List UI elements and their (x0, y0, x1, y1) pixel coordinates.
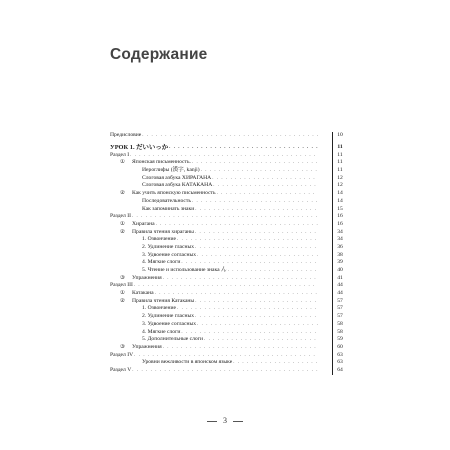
toc-entry-page: 57 (337, 297, 343, 304)
toc-entry-label: 3. Удвоение согласных (142, 251, 197, 258)
toc-entry-page: 12 (337, 174, 343, 181)
toc-dot-leader (213, 182, 318, 190)
toc-entry (110, 313, 343, 321)
toc-entry (110, 159, 343, 167)
toc-number-marker: ① (120, 159, 125, 166)
toc-leader-line (142, 259, 318, 267)
toc-leader-line (132, 159, 318, 167)
toc-entry-page: 57 (337, 313, 343, 320)
toc-entry-label: Слоговая азбука КАТАКАНА (142, 182, 213, 189)
toc-entry (110, 274, 343, 283)
toc-entry-label: Упражнения (132, 343, 162, 350)
toc-number-marker: ③ (120, 343, 125, 350)
toc-entry-page: 57 (337, 305, 343, 312)
toc-leader-line (132, 298, 318, 306)
toc-leader-line (132, 275, 318, 283)
toc-leader-line (142, 206, 318, 214)
toc-entry (110, 359, 343, 367)
toc-entry-page: 34 (337, 236, 343, 243)
toc-entry-page: 12 (337, 182, 343, 189)
toc-entry-label: Раздел II (110, 213, 131, 220)
toc-entry-page: 11 (337, 143, 343, 150)
toc-dot-leader (132, 367, 318, 375)
toc-entry (110, 197, 343, 206)
toc-entry-page: 59 (337, 336, 343, 343)
footer-dash-left (207, 421, 217, 422)
toc-dot-leader (217, 190, 318, 198)
toc-dot-leader (163, 275, 318, 283)
toc-entry-label: Слоговая азбука ХИРАГАНА (142, 174, 212, 181)
toc-leader-line (110, 143, 318, 152)
toc-entry-label: Как учить японскую письменность (132, 190, 216, 197)
toc-entry (110, 267, 343, 275)
toc-entry-label: Катакана (132, 290, 154, 297)
toc-entry (110, 351, 343, 360)
toc-leader-line (132, 190, 318, 198)
toc-leader-line (142, 236, 318, 244)
toc-entry-label: 5. Дополнительные слоги (142, 336, 203, 343)
toc-number-marker: ② (120, 297, 125, 304)
toc-entry-label: Правила чтения хираганы (132, 228, 194, 235)
toc-dot-leader (177, 236, 318, 244)
toc-entry-page: 44 (337, 282, 343, 289)
toc-entry-page: 16 (337, 213, 343, 220)
toc-entry-label: 1. Озвончение (142, 236, 177, 243)
toc-entry-page: 10 (337, 132, 343, 138)
toc-dot-leader (132, 213, 318, 221)
toc-entry-page: 40 (337, 267, 343, 273)
toc-entry-label: Раздел V (110, 366, 132, 373)
toc-leader-line (142, 321, 318, 329)
page-footer (0, 416, 450, 425)
toc-entry-label: 2. Удлинение гласных (142, 243, 195, 250)
toc-entry-label: Иероглифы (漢字, kanji) (142, 167, 200, 174)
toc-dot-leader (195, 313, 318, 321)
toc-entry-page: 63 (337, 351, 343, 358)
toc-entry-label: 3. Удвоение согласных (142, 320, 197, 327)
toc-entry-page: 14 (337, 190, 343, 197)
toc-leader-line (110, 213, 318, 221)
toc-entry-page: 41 (337, 274, 343, 281)
toc-entry (110, 182, 343, 190)
toc-leader-line (142, 198, 318, 206)
toc-entry-page: 14 (337, 197, 343, 204)
toc-entry-page: 11 (337, 151, 343, 158)
toc-entry (110, 143, 343, 152)
toc-entry-label: Японская письменность. (132, 159, 191, 166)
toc-dot-leader (195, 244, 318, 252)
toc-entry (110, 243, 343, 252)
toc-leader-line (110, 352, 318, 360)
toc-entry-label: Раздел IV (110, 351, 134, 358)
toc-dot-leader (130, 152, 318, 160)
page-title: Содержание (110, 46, 208, 63)
toc-leader-line (142, 329, 318, 337)
toc-leader-line (110, 132, 318, 140)
toc-entry (110, 236, 343, 244)
toc-leader-line (142, 167, 318, 175)
toc-entry-page: 15 (337, 205, 343, 212)
toc-entry-label: 4. Мягкие слоги (142, 259, 181, 266)
toc-leader-line (110, 152, 318, 160)
toc-entry (110, 220, 343, 229)
toc-entry-page: 39 (337, 259, 343, 266)
toc-leader-line (132, 221, 318, 229)
toc-leader-line (142, 252, 318, 260)
toc-entry (110, 251, 343, 260)
toc-entry (110, 343, 343, 352)
toc-leader-line (132, 290, 318, 298)
toc-entry-label: 1. Озвончение (142, 305, 177, 312)
toc-entry-label: Уровни вежливости в японском языке (142, 359, 233, 366)
toc-leader-line (142, 359, 318, 367)
toc-number-marker: ③ (120, 274, 125, 281)
toc-dot-leader (163, 344, 318, 352)
toc-entry-page: 63 (337, 359, 343, 366)
toc-entry-label: Правила чтения Катаканы (132, 297, 195, 304)
toc-entry (110, 305, 343, 313)
toc-entry-label: Раздел III (110, 282, 133, 289)
page-number: 3 (223, 416, 227, 425)
toc-dot-leader (155, 290, 318, 298)
toc-dot-leader (177, 305, 318, 313)
toc-entry-page: 58 (337, 328, 343, 335)
toc-entry-page: 34 (337, 228, 343, 235)
toc-dot-leader (195, 206, 318, 214)
toc-leader-line (142, 182, 318, 190)
toc-number-marker: ② (120, 190, 125, 197)
toc-entry-page: 38 (337, 251, 343, 258)
toc-entry (110, 213, 343, 221)
toc-entry (110, 328, 343, 337)
toc-dot-leader (134, 352, 318, 360)
toc-entry-label: Раздел I (110, 151, 130, 158)
toc-leader-line (142, 336, 318, 344)
toc-entry (110, 290, 343, 298)
toc-entry-page: 16 (337, 220, 343, 227)
toc-entry (110, 336, 343, 344)
toc-number-marker: ① (120, 290, 125, 297)
toc-dot-leader (212, 175, 318, 183)
toc-entry (110, 190, 343, 198)
toc-entry (110, 205, 343, 214)
table-of-contents (110, 132, 343, 375)
toc-entry (110, 167, 343, 175)
toc-entry-label: 2. Удлинение гласных (142, 313, 195, 320)
toc-dot-leader (192, 159, 318, 167)
toc-entry-page: 58 (337, 320, 343, 327)
toc-entry-page: 11 (337, 167, 343, 174)
toc-entry-page: 36 (337, 243, 343, 250)
toc-entry (110, 366, 343, 375)
toc-dot-leader (181, 329, 318, 337)
toc-entry (110, 259, 343, 267)
toc-leader-line (142, 305, 318, 313)
toc-number-marker: ② (120, 228, 125, 235)
toc-dot-leader (201, 167, 318, 175)
toc-leader-line (110, 367, 318, 375)
toc-dot-leader (169, 143, 318, 152)
toc-entry (110, 282, 343, 290)
toc-entry-label: 4. Мягкие слоги (142, 328, 181, 335)
toc-entry-page: 44 (337, 290, 343, 297)
toc-number-marker: ① (120, 220, 125, 227)
toc-leader-line (142, 267, 318, 275)
toc-entry (110, 228, 343, 237)
toc-entry-label: Упражнения (132, 274, 162, 281)
toc-leader-line (132, 229, 318, 237)
toc-dot-leader (195, 298, 318, 306)
toc-dot-leader (204, 336, 318, 344)
toc-entry-label: Как запоминать знаки (142, 205, 195, 212)
toc-dot-leader (195, 229, 318, 237)
toc-dot-leader (142, 132, 318, 140)
toc-dot-leader (156, 221, 318, 229)
toc-leader-line (132, 344, 318, 352)
toc-leader-line (110, 282, 318, 290)
toc-dot-leader (181, 259, 318, 267)
toc-entry-page: 11 (337, 159, 343, 166)
footer-dash-right (233, 421, 243, 422)
toc-leader-line (142, 244, 318, 252)
toc-dot-leader (228, 267, 318, 275)
toc-dot-leader (197, 321, 318, 329)
toc-leader-line (142, 313, 318, 321)
toc-entry-label: УРОК 1. だいいっか (110, 143, 169, 151)
toc-entry-page: 64 (337, 366, 343, 373)
toc-entry-label: 5. Чтение и использование знака ん (142, 267, 227, 273)
toc-entry-page: 60 (337, 343, 343, 350)
toc-entry-label: Предисловие (110, 132, 142, 138)
toc-dot-leader (197, 252, 318, 260)
toc-dot-leader (233, 359, 318, 367)
toc-entry-label: Последовательность (142, 197, 191, 204)
toc-entry (110, 151, 343, 160)
toc-entry (110, 132, 343, 140)
toc-dot-leader (134, 282, 318, 290)
toc-entry (110, 320, 343, 329)
toc-dot-leader (192, 198, 318, 206)
toc-entry-label: Хирагана (132, 220, 155, 227)
toc-entry (110, 297, 343, 306)
